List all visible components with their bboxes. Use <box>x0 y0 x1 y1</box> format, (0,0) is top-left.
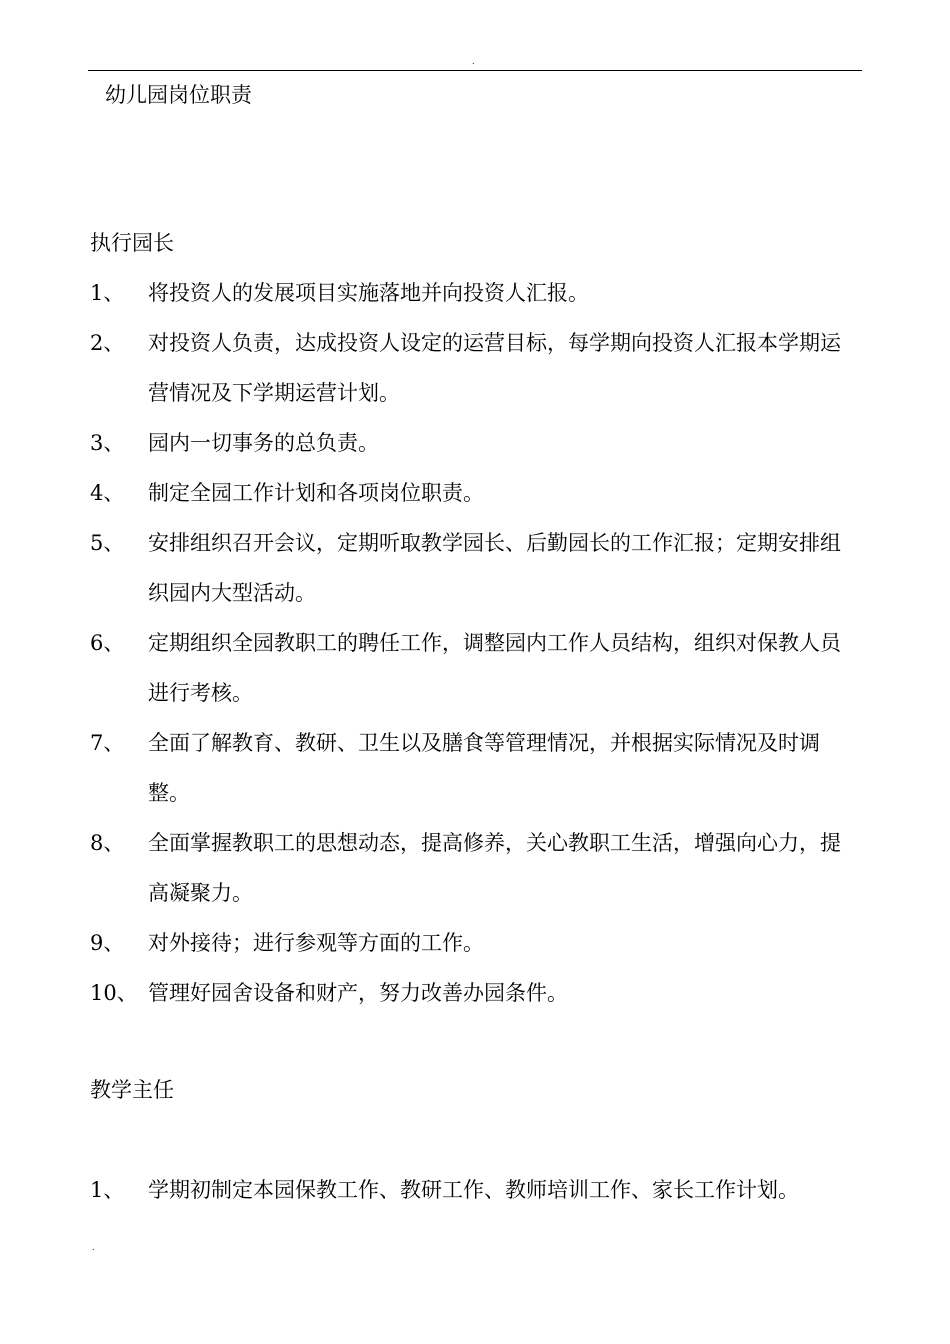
list-item <box>90 318 860 418</box>
list-item-number: 2、 <box>90 331 125 355</box>
list-item-text: 定期组织全园教职工的聘任工作，调整园内工作人员结构，组织对保教人员进行考核。 <box>148 631 841 705</box>
list-item-number: 1、 <box>90 1178 125 1202</box>
list-item-text: 管理好园舍设备和财产，努力改善办园条件。 <box>148 981 568 1005</box>
list-item-number: 7、 <box>90 731 125 755</box>
list-item-text: 园内一切事务的总负责。 <box>148 431 379 455</box>
list-item-text: 安排组织召开会议，定期听取教学园长、后勤园长的工作汇报；定期安排组织园内大型活动。 <box>148 531 841 605</box>
list-item <box>90 618 860 718</box>
header-dot: . <box>472 57 475 66</box>
list-item-number: 1、 <box>90 281 125 305</box>
list-item-text: 全面了解教育、教研、卫生以及膳食等管理情况，并根据实际情况及时调整。 <box>148 731 820 805</box>
list-item <box>90 518 860 618</box>
list-item-number: 8、 <box>90 831 125 855</box>
list-item-text: 全面掌握教职工的思想动态，提高修养，关心教职工生活，增强向心力，提高凝聚力。 <box>148 831 841 905</box>
list-item-number: 5、 <box>90 531 125 555</box>
list-item <box>90 468 860 518</box>
section-heading-executive-director: 执行园长 <box>90 231 174 255</box>
list-item-number: 10、 <box>90 981 138 1005</box>
list-item <box>90 268 860 318</box>
list-item <box>90 968 860 1018</box>
list-item-text: 对外接待；进行参观等方面的工作。 <box>148 931 484 955</box>
list-item-text: 制定全园工作计划和各项岗位职责。 <box>148 481 484 505</box>
list-item-number: 3、 <box>90 431 125 455</box>
list-item-number: 9、 <box>90 931 125 955</box>
list-item-number: 6、 <box>90 631 125 655</box>
list-item <box>90 418 860 468</box>
header-rule <box>88 70 862 71</box>
footer-dot: . <box>92 1243 95 1252</box>
list-item-text: 对投资人负责，达成投资人设定的运营目标，每学期向投资人汇报本学期运营情况及下学期运营计划。 <box>148 331 841 405</box>
list-item <box>90 718 860 818</box>
list-item <box>90 1165 860 1215</box>
list-item-text: 学期初制定本园保教工作、教研工作、教师培训工作、家长工作计划。 <box>148 1178 799 1202</box>
section-heading-teaching-director: 教学主任 <box>90 1078 174 1102</box>
list-item <box>90 818 860 918</box>
list-item-number: 4、 <box>90 481 125 505</box>
document-title: 幼儿园岗位职责 <box>105 83 252 107</box>
list-item <box>90 918 860 968</box>
list-item-text: 将投资人的发展项目实施落地并向投资人汇报。 <box>148 281 589 305</box>
